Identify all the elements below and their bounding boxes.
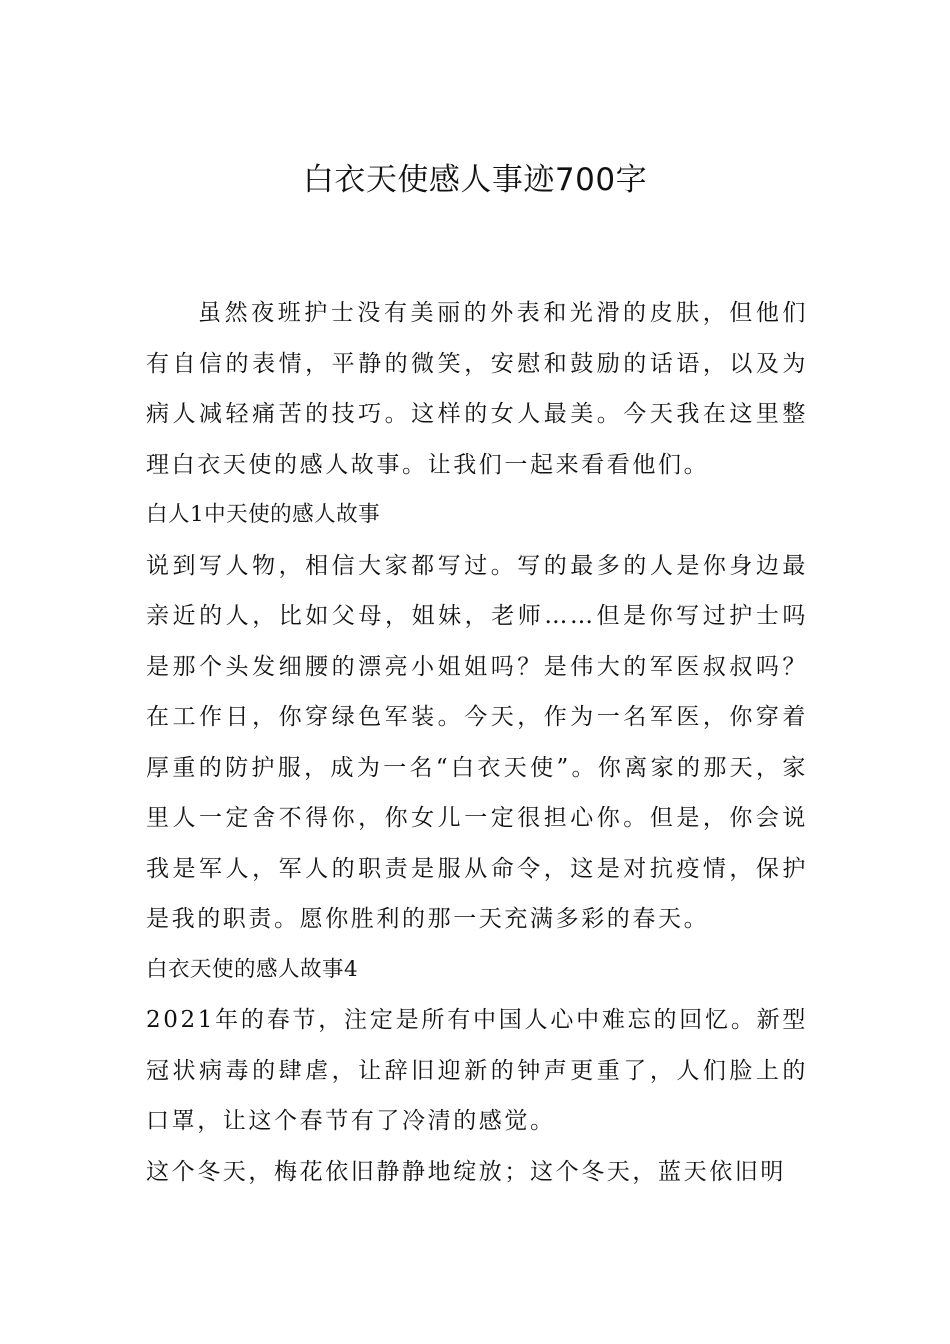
document-title: 白衣天使感人事迹700字	[302, 162, 648, 198]
story-1-paragraph: 说到写人物，相信大家都写过。写的最多的人是你身边最亲近的人，比如父母，姐妹，老师……但是你写过护士吗是那个头发细腰的漂亮小姐姐吗？是伟大的军医叔叔吗？在工作日，你穿绿色军装。今天，作为一名军医，你穿着厚重的防护服，成为一名“白衣天使”。你离家的那天，家里人一定舍不得你，你女儿一定很担心你。但是，你会说我是军人，军人的职责是服从命令，这是对抗疫情，保护是我的职责。愿你胜利的那一天充满多彩的春天。	[146, 552, 808, 932]
document-body	[146, 288, 808, 1197]
intro-paragraph: 虽然夜班护士没有美丽的外表和光滑的皮肤，但他们有自信的表情，平静的微笑，安慰和鼓励的话语，以及为病人减轻痛苦的技巧。这样的女人最美。今天我在这里整理白衣天使的感人故事。让我们一起来看看他们。	[146, 300, 808, 478]
story-4-paragraph-2: 这个冬天，梅花依旧静静地绽放；这个冬天，蓝天依旧明	[146, 1158, 786, 1185]
section-heading-1: 白人1中天使的感人故事	[146, 502, 381, 527]
story-4-paragraph-1: 2021年的春节，注定是所有中国人心中难忘的回忆。新型冠状病毒的肆虐，让辞旧迎新的钟声更重了，人们脸上的口罩，让这个春节有了冷清的感觉。	[146, 1007, 808, 1134]
section-heading-4: 白衣天使的感人故事4	[146, 956, 359, 982]
